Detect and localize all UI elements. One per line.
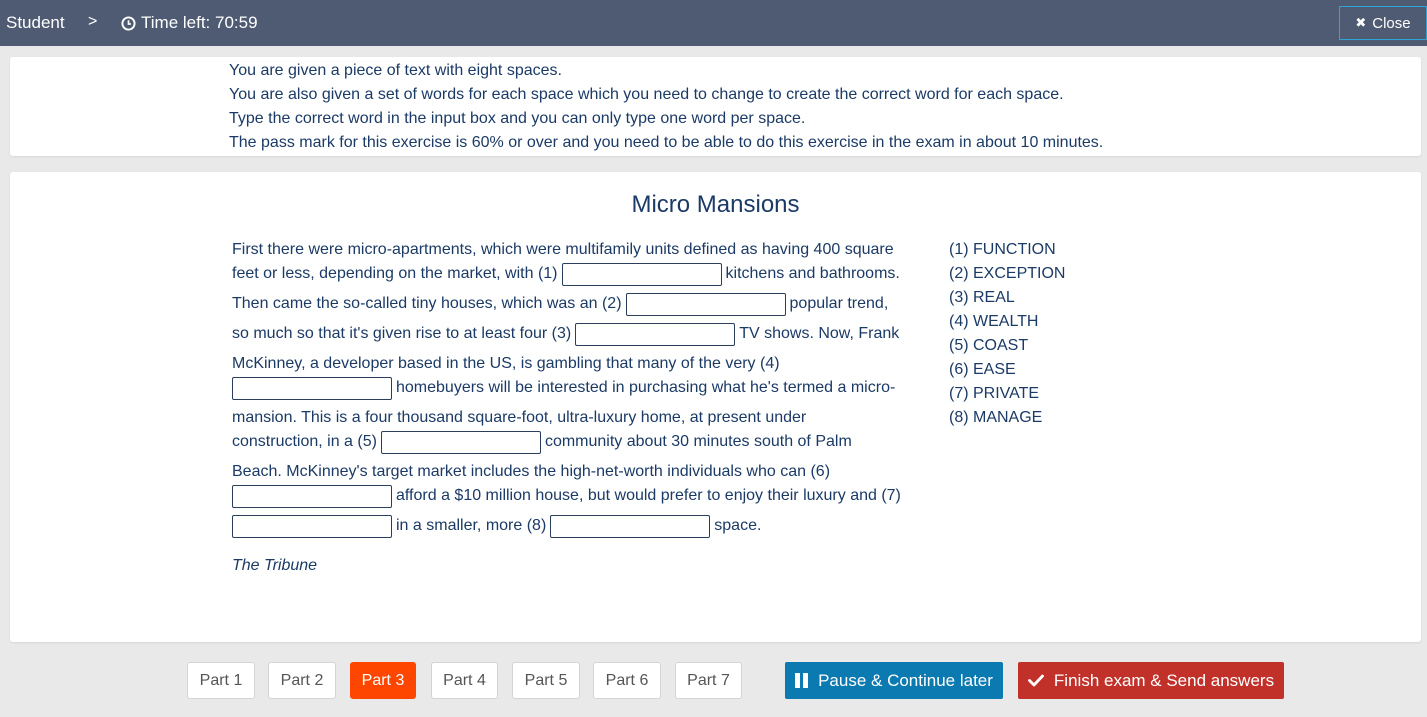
top-bar	[0, 0, 1427, 46]
text-line: popular trend,	[789, 295, 889, 312]
instruction-line: Type the correct word in the input box and you can only type one word per space.	[229, 110, 806, 127]
text-line: so much so that it's given rise to at least four (3)	[232, 325, 572, 342]
instruction-line: The pass mark for this exercise is 60% or over and you need to be able to do this exercise in the exam in about 10 minutes.	[229, 134, 1104, 151]
check-icon	[1028, 674, 1044, 687]
text-line: afford a $10 million house, but would prefer to enjoy their luxury and (7)	[396, 487, 901, 504]
word-item: (5) COAST	[949, 337, 1029, 354]
instruction-line: You are also given a set of words for each space which you need to change to create the correct word for each space.	[229, 86, 1064, 103]
clock-icon	[121, 16, 136, 31]
text-line: space.	[714, 517, 762, 534]
gap-input-8[interactable]	[550, 515, 710, 538]
instruction-line: You are given a piece of text with eight spaces.	[229, 62, 562, 79]
text-line: First there were micro-apartments, which were multifamily units defined as having 400 square	[232, 241, 894, 258]
word-item: (2) EXCEPTION	[949, 265, 1066, 282]
text-line: TV shows. Now, Frank	[739, 325, 900, 342]
close-icon: ✖	[1355, 15, 1367, 30]
gap-input-2[interactable]	[626, 293, 786, 316]
word-item: (7) PRIVATE	[949, 385, 1040, 402]
finish-label: Finish exam & Send answers	[1053, 670, 1275, 690]
word-item: (4) WEALTH	[949, 313, 1039, 330]
text-line: construction, in a (5)	[232, 433, 377, 450]
gap-input-1[interactable]	[562, 263, 722, 286]
close-button[interactable]	[1339, 6, 1427, 40]
timer-label: Time left: 70:59	[141, 13, 258, 32]
gap-input-3[interactable]	[575, 323, 735, 346]
exercise-panel	[10, 172, 1421, 642]
source-citation: The Tribune	[232, 557, 318, 574]
gap-input-4[interactable]	[232, 377, 392, 400]
pause-label: Pause & Continue later	[818, 670, 993, 690]
text-line: Beach. McKinney's target market includes the high-net-worth individuals who can (6)	[232, 463, 831, 480]
text-line: feet or less, depending on the market, with (1)	[232, 265, 558, 282]
timer	[121, 13, 258, 33]
user-label[interactable]: Student	[6, 13, 65, 32]
part-6-button[interactable]: Part 6	[593, 662, 661, 699]
word-list	[949, 238, 1065, 430]
close-label: Close	[1372, 14, 1411, 32]
text-line: Then came the so-called tiny houses, which was an (2)	[232, 295, 622, 312]
instructions-panel	[10, 57, 1421, 156]
gap-input-5[interactable]	[381, 431, 541, 454]
part-3-button[interactable]: Part 3	[350, 662, 416, 699]
part-2-button[interactable]: Part 2	[268, 662, 336, 699]
pause-icon	[795, 673, 808, 688]
text-line: community about 30 minutes south of Palm	[544, 433, 852, 450]
part-5-button[interactable]: Part 5	[512, 662, 580, 699]
word-item: (3) REAL	[949, 289, 1015, 306]
text-line: kitchens and bathrooms.	[725, 265, 900, 282]
word-item: (1) FUNCTION	[949, 241, 1056, 258]
part-7-button[interactable]: Part 7	[675, 662, 742, 699]
text-line: mansion. This is a four thousand square-foot, ultra-luxury home, at present under	[232, 409, 807, 426]
text-line: McKinney, a developer based in the US, is gambling that many of the very (4)	[232, 355, 780, 372]
gap-input-7[interactable]	[232, 515, 392, 538]
word-item: (8) MANAGE	[949, 409, 1043, 426]
text-line: in a smaller, more (8)	[396, 517, 547, 534]
part-1-button[interactable]: Part 1	[187, 662, 255, 699]
pause-button[interactable]	[785, 662, 1003, 699]
footer-nav	[0, 660, 1427, 700]
part-4-button[interactable]: Part 4	[431, 662, 498, 699]
exercise-title: Micro Mansions	[631, 191, 800, 218]
word-item: (6) EASE	[949, 361, 1016, 378]
finish-button[interactable]	[1018, 662, 1284, 699]
gap-input-6[interactable]	[232, 485, 392, 508]
text-line: homebuyers will be interested in purchasing what he's termed a micro-	[396, 379, 896, 396]
breadcrumb-separator: >	[88, 13, 98, 30]
